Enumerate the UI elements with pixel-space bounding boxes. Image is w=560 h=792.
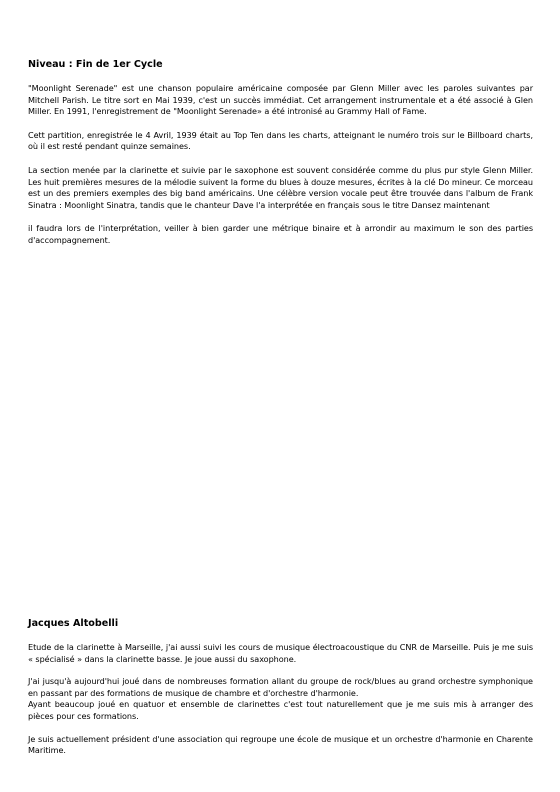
author-heading: Jacques Altobelli [28, 618, 119, 629]
niveau-paragraph-charts: Cett partition, enregistrée le 4 Avril, 1939 était au Top Ten dans les charts, atteignant le numéro trois sur le Billboard charts, où il est resté pendant quinze semaines. [28, 129, 533, 152]
author-experience-line: Ayant beaucoup joué en quatuor et ensemble de clarinettes c'est tout naturellement que je me suis mis à arranger des pièces pour ces formations. [28, 699, 533, 721]
author-section [28, 617, 533, 768]
niveau-paragraph-history: "Moonlight Serenade" est une chanson populaire américaine composée par Glenn Miller avec les paroles suivantes par Mitchell Parish. Le titre sort en Mai 1939, c'est un succès immédiat. Cet arrangement instrumentale et a été associé à Glen Miller. En 1991, l'enregistrement de "Moonlight Serenade» a été intronisé au Grammy Hall of Fame. [28, 83, 533, 117]
author-paragraph-association: Je suis actuellement président d'une association qui regroupe une école de musique et un orchestre d'harmonie en Charente Maritime. [28, 733, 533, 756]
niveau-paragraph-interpretation: il faudra lors de l'interprétation, veiller à bien garder une métrique binaire et à arrondir au maximum le son des parties d'accompagnement. [28, 223, 533, 245]
author-experience-line: J'ai jusqu'à aujourd'hui joué dans de nombreuses formation allant du groupe de rock/blues au grand orchestre symphonique en passant par des formations de musique de chambre et d'orchestre d'harmonie. [28, 676, 533, 698]
author-paragraph-studies: Etude de la clarinette à Marseille, j'ai aussi suivi les cours de musique électroacoustique du CNR de Marseille. Puis je me suis « spécialisé » dans la clarinette basse. Je joue aussi du saxophone. [28, 642, 533, 664]
niveau-heading: Niveau : Fin de 1er Cycle [28, 59, 163, 70]
niveau-paragraph-style: La section menée par la clarinette et suivie par le saxophone est souvent considérée comme du plus pur style Glenn Miller. Les huit premières mesures de la mélodie suivent la forme du blues à douze mesures, écrites à la clé Do mineur. Ce morceau est un des premiers exemples des big band américains. Une célèbre version vocale peut être trouvée dans l'album de Frank Sinatra : Moonlight Sinatra, tandis que le chanteur Dave l'a interprétée en français sous le titre Dansez maintenant [28, 164, 533, 210]
author-paragraph-experience [28, 676, 533, 722]
niveau-section [28, 58, 533, 259]
